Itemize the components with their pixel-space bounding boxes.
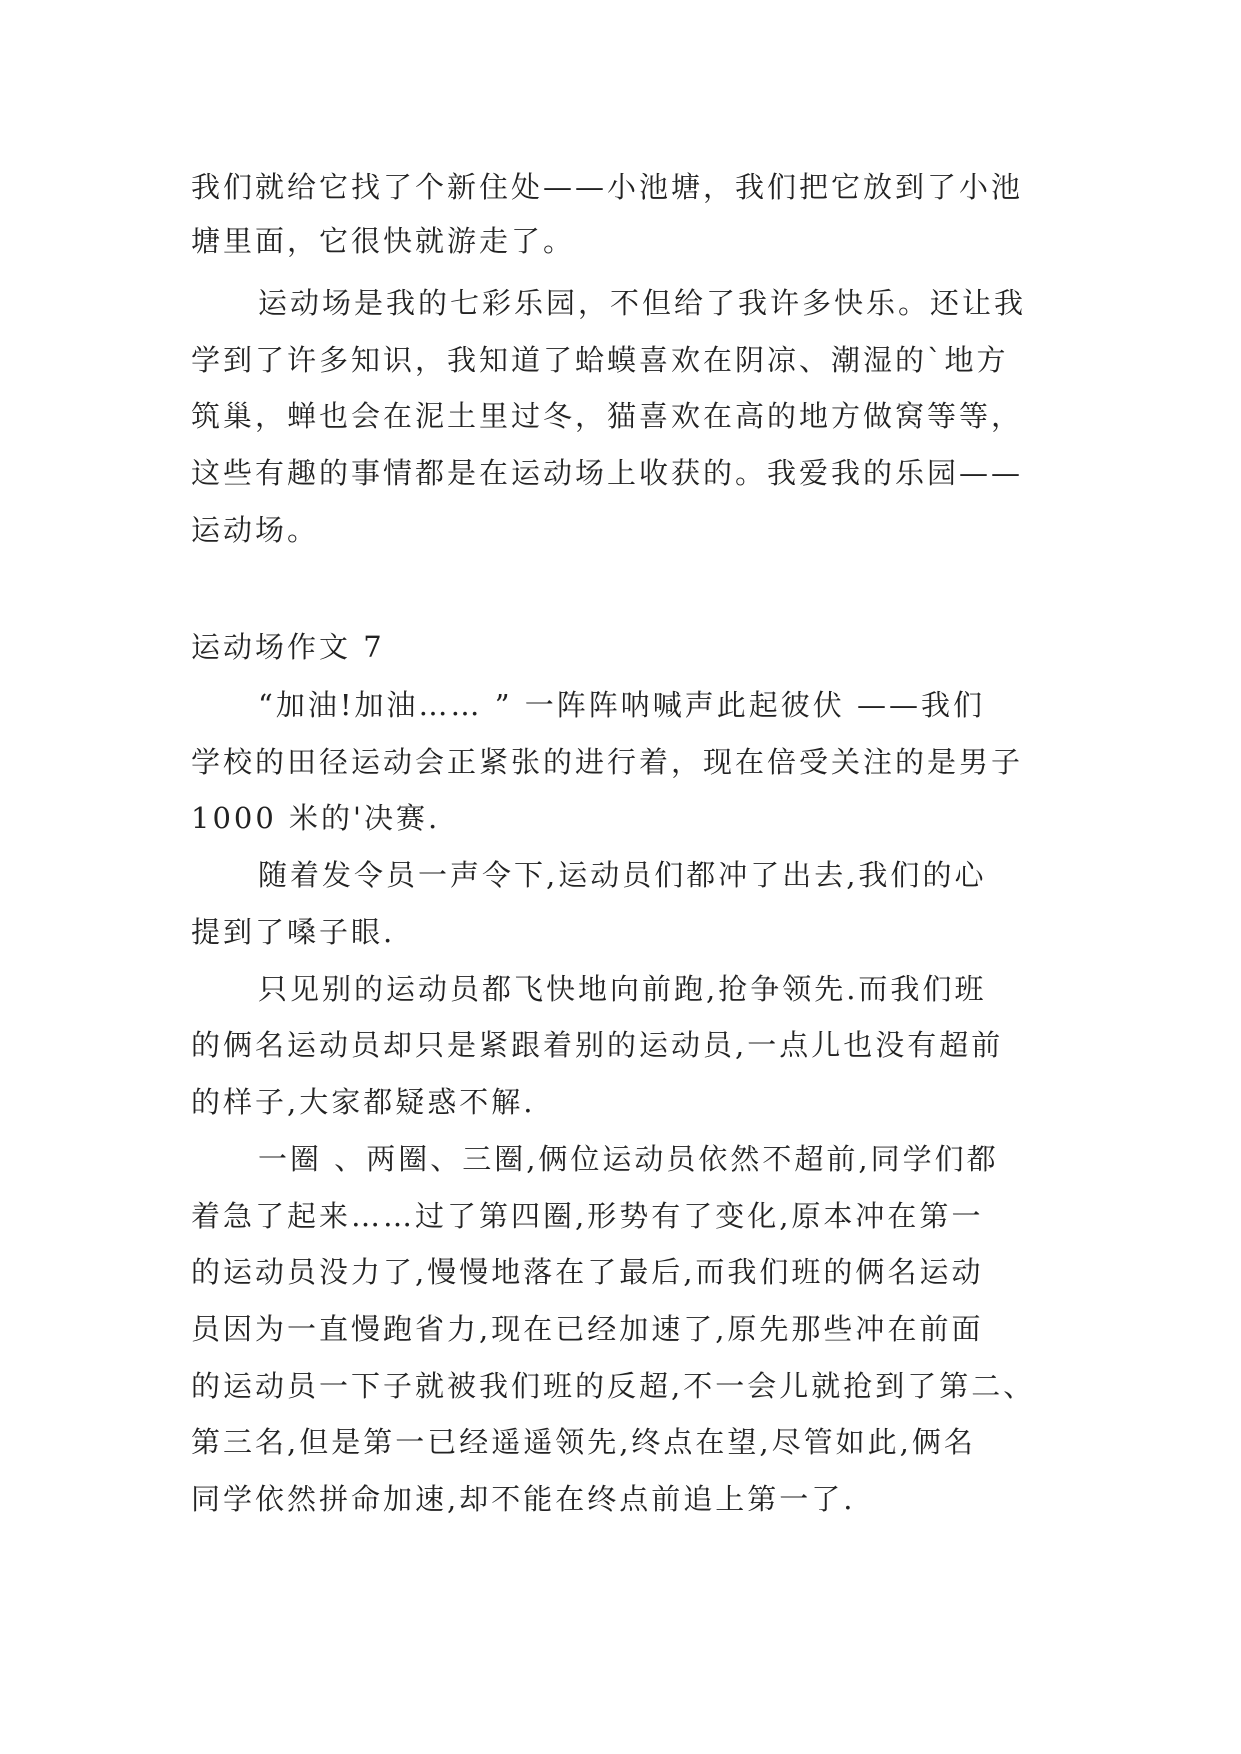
text-line: 我们就给它找了个新住处——小池塘，我们把它放到了小池: [191, 170, 1024, 204]
paragraph-start-line: “加油!加油…… ” 一阵阵呐喊声此起彼伏 ——我们: [258, 688, 985, 722]
section-heading: 运动场作文 7: [191, 630, 385, 664]
text-line: 第三名,但是第一已经遥遥领先,终点在望,尽管如此,俩名: [191, 1425, 976, 1459]
text-line: 的运动员一下子就被我们班的反超,不一会儿就抢到了第二、: [191, 1369, 1036, 1403]
paragraph-start-line: 随着发令员一声令下,运动员们都冲了出去,我们的心: [258, 858, 987, 892]
paragraph-start-line: 运动场是我的七彩乐园，不但给了我许多快乐。还让我: [258, 286, 1027, 320]
text-line: 的俩名运动员却只是紧跟着别的运动员,一点儿也没有超前: [191, 1028, 1004, 1062]
text-line: 学校的田径运动会正紧张的进行着，现在倍受关注的是男子: [191, 745, 1024, 779]
text-line: 着急了起来……过了第四圈,形势有了变化,原本冲在第一: [191, 1199, 984, 1233]
text-line: 运动场。: [191, 513, 320, 547]
text-line: 的运动员没力了,慢慢地落在了最后,而我们班的俩名运动: [191, 1255, 984, 1289]
text-line: 这些有趣的事情都是在运动场上收获的。我爱我的乐园——: [191, 456, 1024, 490]
text-line: 同学依然拼命加速,却不能在终点前追上第一了.: [191, 1482, 856, 1516]
text-line: 塘里面，它很快就游走了。: [191, 224, 576, 258]
text-line: 提到了嗓子眼.: [191, 915, 396, 949]
text-line: 员因为一直慢跑省力,现在已经加速了,原先那些冲在前面: [191, 1312, 984, 1346]
text-line: 学到了许多知识，我知道了蛤蟆喜欢在阴凉、潮湿的`地方: [191, 343, 1009, 377]
text-line: 的样子,大家都疑惑不解.: [191, 1085, 536, 1119]
paragraph-start-line: 只见别的运动员都飞快地向前跑,抢争领先.而我们班: [258, 972, 987, 1006]
text-line: 筑巢，蝉也会在泥土里过冬，猫喜欢在高的地方做窝等等，: [191, 399, 1024, 433]
paragraph-start-line: 一圈 、两圈、三圈,俩位运动员依然不超前,同学们都: [258, 1142, 999, 1176]
text-line: 1000 米的'决赛.: [191, 801, 441, 835]
